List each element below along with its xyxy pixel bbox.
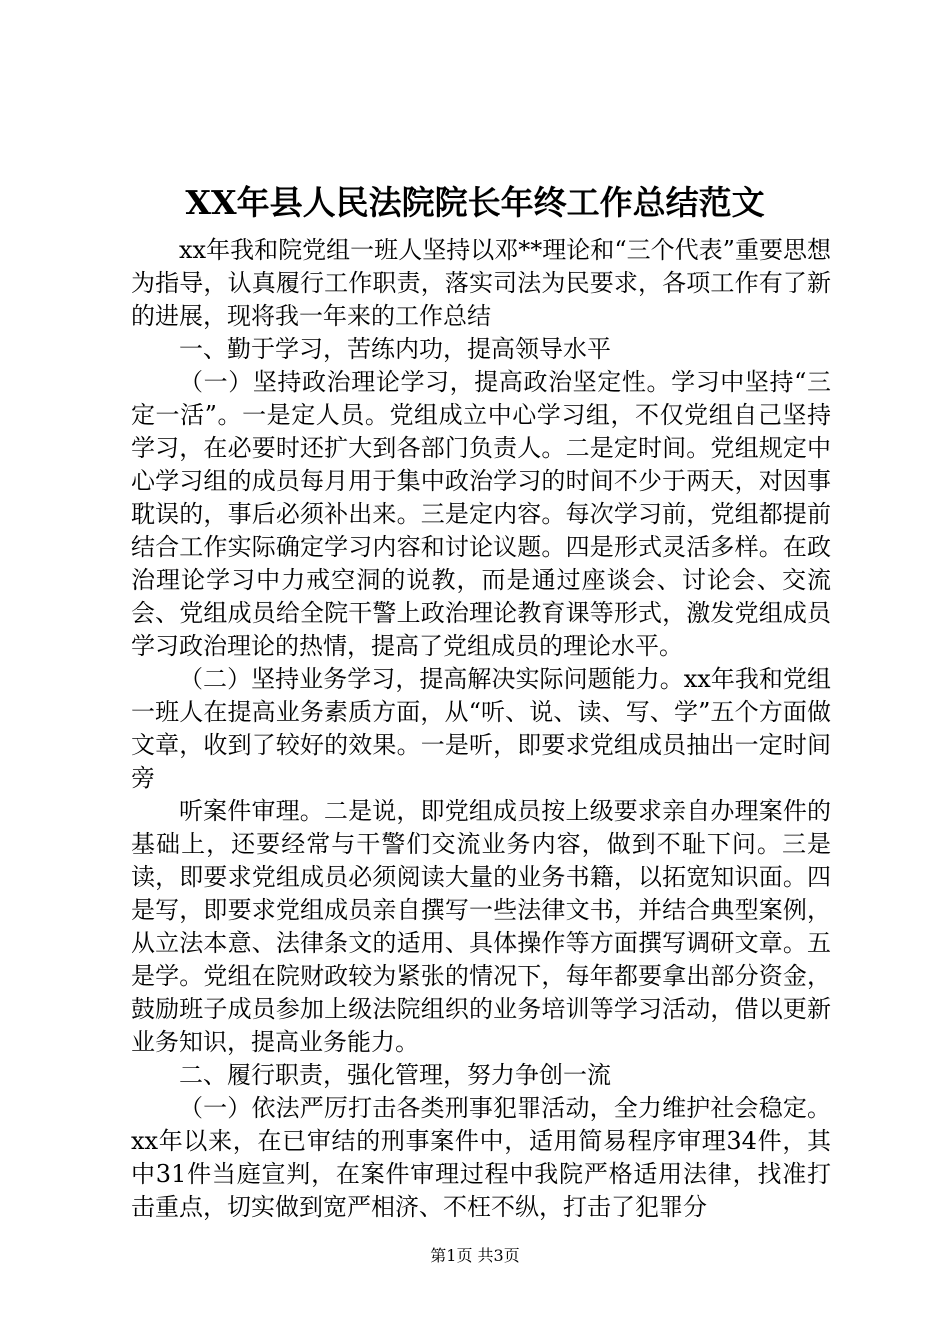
paragraph-1-2: （二）坚持业务学习，提高解决实际问题能力。xx年我和党组一班人在提高业务素质方面，从“听、说、读、写、学”五个方面做文章，收到了较好的效果。一是听，即要求党组成员抽出一定时间旁: [131, 665, 831, 792]
page-title: XX年县人民法院院长年终工作总结范文: [185, 183, 765, 222]
paragraph-intro: xx年我和院党组一班人坚持以邓**理论和“三个代表”重要思想为指导，认真履行工作职责，落实司法为民要求，各项工作有了新的进展，现将我一年来的工作总结: [131, 236, 831, 330]
document-body: [131, 234, 831, 1224]
paragraph-2-1: （一）依法严厉打击各类刑事犯罪活动，全力维护社会稳定。xx年以来，在已审结的刑事案件中，适用简易程序审理34件，其中31件当庭宣判，在案件审理过程中我院严格适用法律，找准打击重点，切实做到宽严相济、不枉不纵，打击了犯罪分: [131, 1094, 831, 1221]
heading-section-1: 一、勤于学习，苦练内功，提高领导水平: [179, 335, 611, 363]
paragraph-1-2-cont: 听案件审理。二是说，即党组成员按上级要求亲自办理案件的基础上，还要经常与干警们交流业务内容，做到不耻下问。三是读，即要求党组成员必须阅读大量的业务书籍，以拓宽知识面。四是写，即要求党组成员亲自撰写一些法律文书，并结合典型案例，从立法本意、法律条文的适用、具体操作等方面撰写调研文章。五是学。党组在院财政较为紧张的情况下，每年都要拿出部分资金，鼓励班子成员参加上级法院组织的业务培训等学习活动，借以更新业务知识，提高业务能力。: [131, 797, 831, 1056]
page-footer: 第1页 共3页: [430, 1246, 520, 1265]
paragraph-1-1: （一）坚持政治理论学习，提高政治坚定性。学习中坚持“三定一活”。一是定人员。党组成立中心学习组，不仅党组自己坚持学习，在必要时还扩大到各部门负责人。二是定时间。党组规定中心学习组的成员每月用于集中政治学习的时间不少于两天，对因事耽误的，事后必须补出来。三是定内容。每次学习前，党组都提前结合工作实际确定学习内容和讨论议题。四是形式灵活多样。在政治理论学习中力戒空洞的说教，而是通过座谈会、讨论会、交流会、党组成员给全院干警上政治理论教育课等形式，激发党组成员学习政治理论的热情，提高了党组成员的理论水平。: [131, 368, 831, 660]
heading-section-2: 二、履行职责，强化管理，努力争创一流: [179, 1061, 611, 1089]
